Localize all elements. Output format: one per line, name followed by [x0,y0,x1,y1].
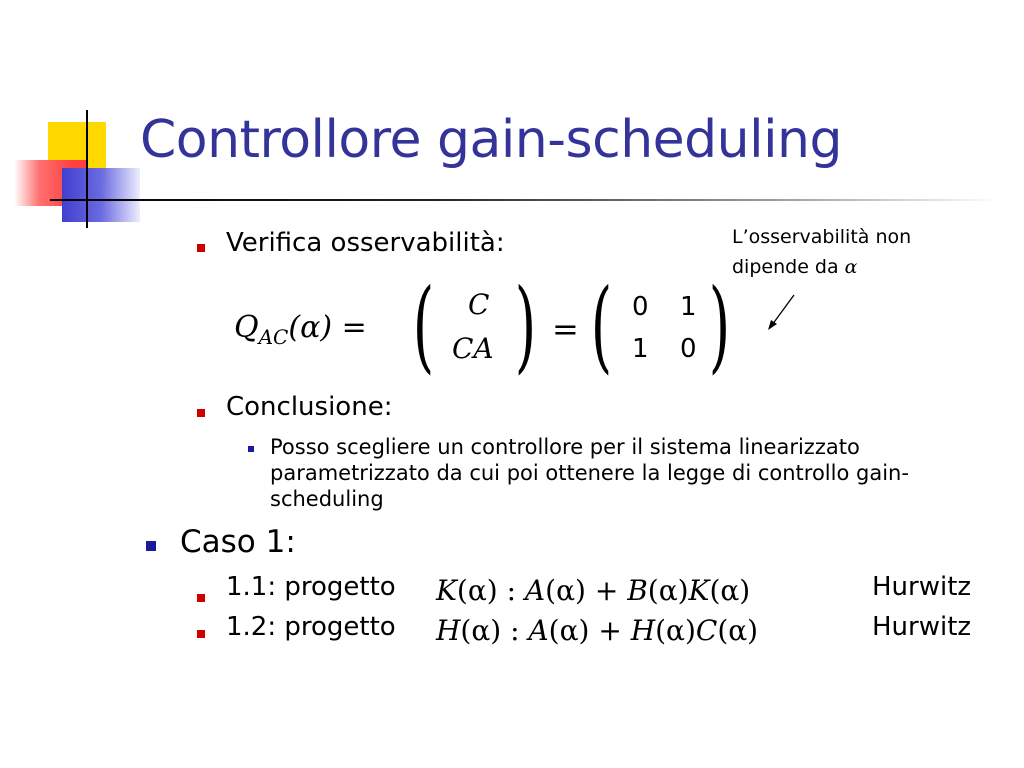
bullet-1-1-label: 1.1: progetto [226,572,396,602]
paren-right-1: ) [514,267,537,384]
note-line-2: dipende da α [732,256,858,278]
bullet-verifica: Verifica osservabilità: [226,228,505,258]
title-underline [50,199,1000,201]
equals-sign: = [552,310,579,348]
deco-vertical-line [86,110,88,228]
hurwitz-label-2: Hurwitz [872,612,972,642]
hurwitz-label-1: Hurwitz [872,572,972,602]
bullet-caso-1: Caso 1: [180,524,296,560]
paren-left-2: ( [590,267,613,384]
note-arrow-icon [764,292,798,332]
formula-1-2: H(α) : A(α) + H(α)C(α) [436,614,759,647]
paren-left-1: ( [412,267,435,384]
alpha-symbol: α [844,256,858,278]
matrix-cell: 0 [632,292,649,322]
matrix-cell: 1 [632,334,649,364]
deco-blue-square [62,168,140,222]
equation-lhs: $Q_{AC}(\alpha)$ = [234,310,367,349]
bullet-1-2-label: 1.2: progetto [226,612,396,642]
bullet-marker [146,541,156,551]
paren-right-2: ) [708,267,731,384]
observability-note [732,222,911,282]
bullet-marker [197,630,205,638]
bullet-conclusione: Conclusione: [226,392,393,422]
bullet-marker [197,244,205,252]
sub-bullet-marker [248,446,254,452]
vector-top: C [468,288,490,321]
sub-bullet-conclusione: Posso scegliere un controllore per il sistema linearizzato parametrizzato da cui poi ottenere la legge di controllo gain-scheduling [270,435,909,511]
bullet-marker [197,409,205,417]
bullet-marker [197,594,205,602]
note-line-1: L’osservabilità non [732,226,912,248]
matrix-cell: 1 [680,292,697,322]
slide-title: Controllore gain-scheduling [140,110,842,170]
vector-bottom: CA [452,332,494,365]
matrix-cell: 0 [680,334,697,364]
formula-1-1: K(α) : A(α) + B(α)K(α) [436,574,751,607]
